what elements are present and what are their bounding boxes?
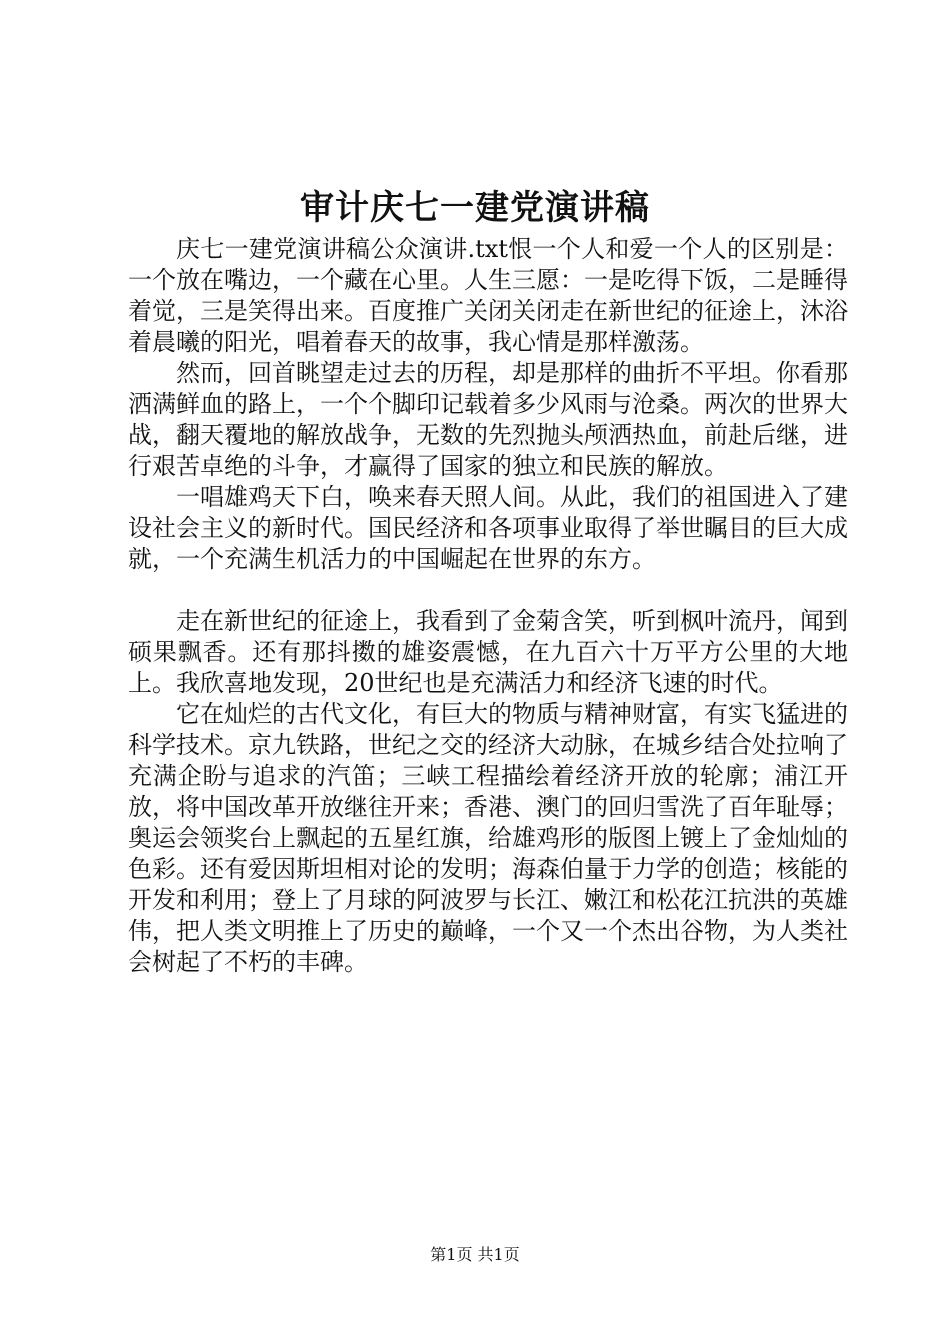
paragraph-5: 它在灿烂的古代文化，有巨大的物质与精神财富，有实飞猛进的科学技术。京九铁路，世纪之交的经济大动脉，在城乡结合处拉响了充满企盼与追求的汽笛；三峡工程描绘着经济开放的轮廓；浦江开放，将中国改革开放继往开来；香港、澳门的回归雪洗了百年耻辱；奥运会领奖台上飘起的五星红旗，给雄鸡形的版图上镀上了金灿灿的色彩。还有爱因斯坦相对论的发明；海森伯量于力学的创造；核能的开发和利用；登上了月球的阿波罗与长江、嫩江和松花江抗洪的英雄伟，把人类文明推上了历史的巅峰，一个又一个杰出谷物，为人类社会树起了不朽的丰碑。 bbox=[128, 700, 848, 976]
document-body bbox=[128, 234, 848, 978]
paragraph-2: 然而，回首眺望走过去的历程，却是那样的曲折不平坦。你看那洒满鲜血的路上，一个个脚印记载着多少风雨与沧桑。两次的世界大战，翻天覆地的解放战争，无数的先烈抛头颅洒热血，前赴后继，进行艰苦卓绝的斗争，才赢得了国家的独立和民族的解放。 bbox=[128, 359, 848, 480]
paragraph-1: 庆七一建党演讲稿公众演讲.txt恨一个人和爱一个人的区别是：一个放在嘴边，一个藏在心里。人生三愿：一是吃得下饭，二是睡得着觉，三是笑得出来。百度推广关闭关闭走在新世纪的征途上，沐浴着晨曦的阳光，唱着春天的故事，我心情是那样激荡。 bbox=[128, 235, 848, 356]
page-footer: 第1页 共1页 bbox=[430, 1245, 520, 1264]
paragraph-4: 走在新世纪的征途上，我看到了金菊含笑，听到枫叶流丹，闻到硕果飘香。还有那抖擞的雄姿震憾，在九百六十万平方公里的大地上。我欣喜地发现，20世纪也是充满活力和经济飞速的时代。 bbox=[128, 607, 848, 697]
document-title: 审计庆七一建党演讲稿 bbox=[300, 188, 650, 228]
paragraph-3: 一唱雄鸡天下白，唤来春天照人间。从此，我们的祖国进入了建设社会主义的新时代。国民经济和各项事业取得了举世瞩目的巨大成就，一个充满生机活力的中国崛起在世界的东方。 bbox=[128, 483, 848, 573]
